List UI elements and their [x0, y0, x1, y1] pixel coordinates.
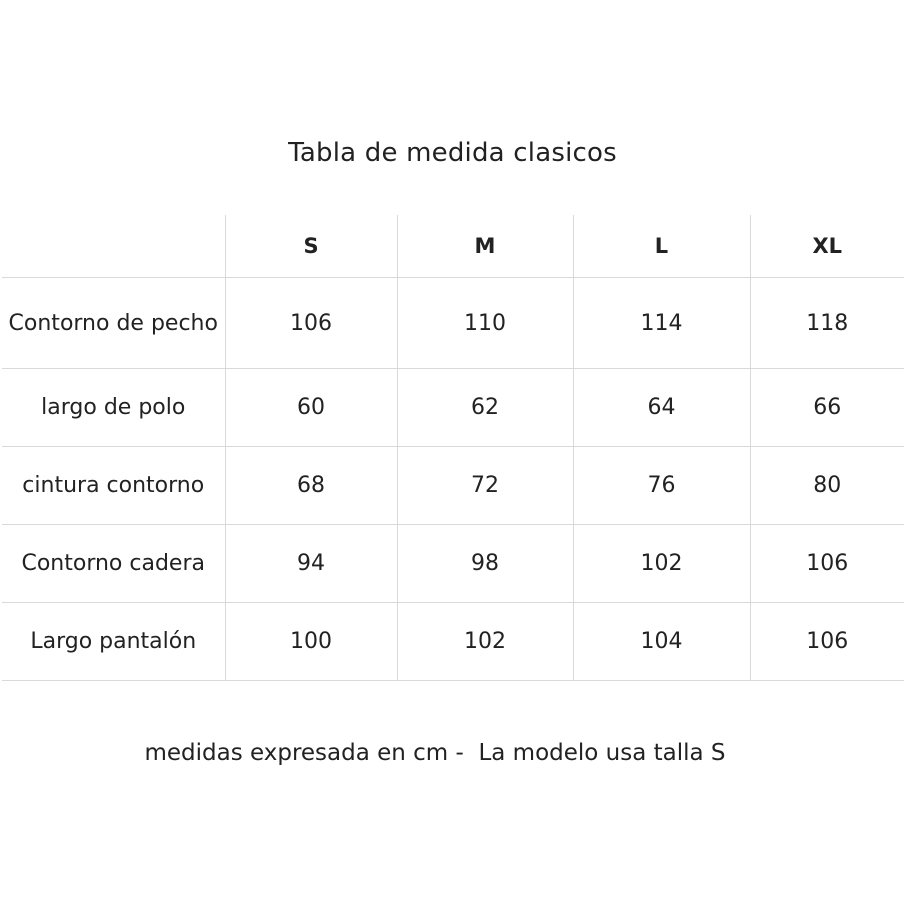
- table-cell: 76: [573, 447, 750, 525]
- table-row: [2, 369, 904, 447]
- table-cell: 66: [750, 369, 904, 447]
- page-title: Tabla de medida clasicos: [288, 138, 617, 168]
- table-cell: 102: [573, 525, 750, 603]
- row-label-hip: Contorno cadera: [2, 525, 225, 603]
- header-cell-l: L: [573, 215, 750, 278]
- table-cell: 68: [225, 447, 397, 525]
- header-cell-s: S: [225, 215, 397, 278]
- table-cell: 80: [750, 447, 904, 525]
- row-label-polo-length: largo de polo: [2, 369, 225, 447]
- measurement-note: medidas expresada en cm - La modelo usa talla S: [144, 740, 726, 766]
- table-cell: 106: [225, 278, 397, 369]
- table-cell: 102: [397, 603, 573, 681]
- size-chart-table: [2, 215, 904, 681]
- row-label-chest: Contorno de pecho: [2, 278, 225, 369]
- table-row: [2, 278, 904, 369]
- header-cell-empty: [2, 215, 225, 278]
- table-cell: 72: [397, 447, 573, 525]
- table-cell: 106: [750, 525, 904, 603]
- table-cell: 100: [225, 603, 397, 681]
- table-cell: 62: [397, 369, 573, 447]
- table-cell: 118: [750, 278, 904, 369]
- table-cell: 114: [573, 278, 750, 369]
- table-row: [2, 525, 904, 603]
- table-cell: 60: [225, 369, 397, 447]
- header-cell-xl: XL: [750, 215, 904, 278]
- row-label-pants-length: Largo pantalón: [2, 603, 225, 681]
- table-cell: 98: [397, 525, 573, 603]
- table-cell: 64: [573, 369, 750, 447]
- table-cell: 110: [397, 278, 573, 369]
- table-header-row: [2, 215, 904, 278]
- row-label-waist: cintura contorno: [2, 447, 225, 525]
- table-cell: 106: [750, 603, 904, 681]
- table-cell: 94: [225, 525, 397, 603]
- table-row: [2, 603, 904, 681]
- table-cell: 104: [573, 603, 750, 681]
- table-row: [2, 447, 904, 525]
- header-cell-m: M: [397, 215, 573, 278]
